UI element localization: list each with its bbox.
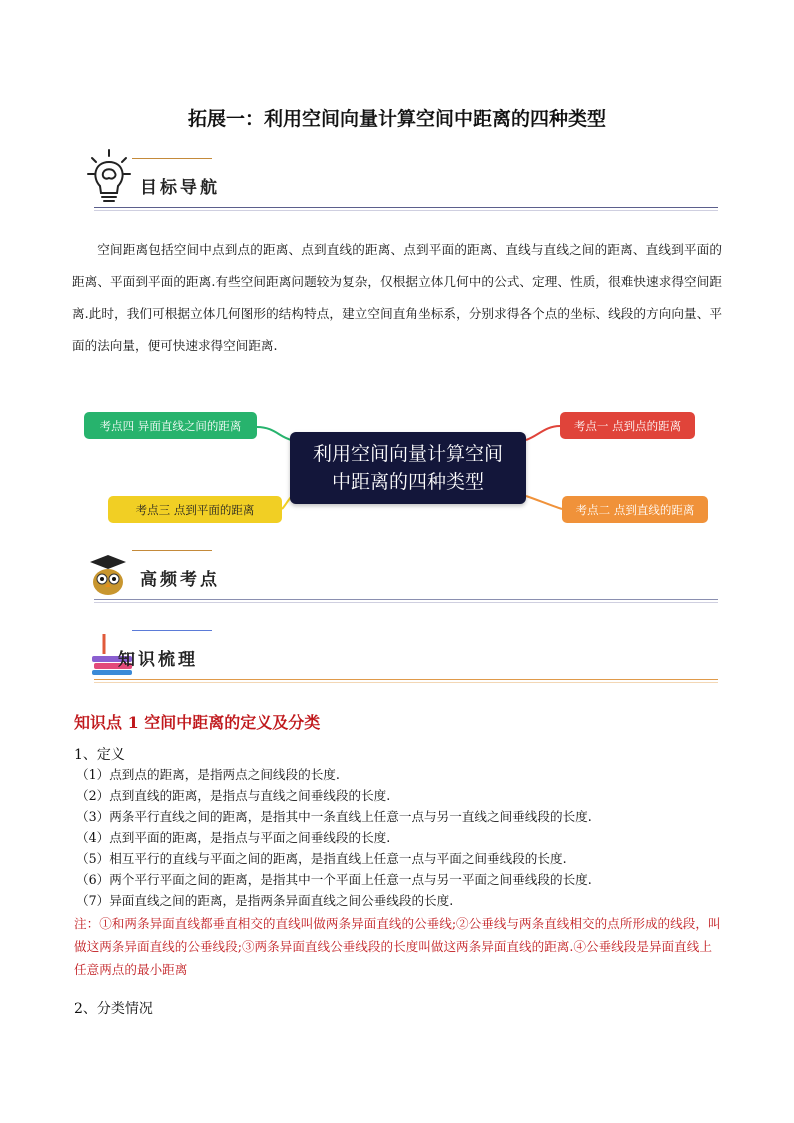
mindmap-center	[290, 432, 526, 504]
classification-heading: 2、分类情况	[74, 1001, 153, 1017]
intro-paragraph: 空间距离包括空间中点到点的距离、点到直线的距离、点到平面的距离、直线与直线之间的距离、直线到平面的距离、平面到平面的距离.有些空间距离问题较为复杂，仅根据立体几何中的公式、定理、性质，很难快速求得空间距离.此时，我们可根据立体几何图形的结构特点，建立空间直角坐标系，分别求得各个点的坐标、线段的方向向量、平面的法向量，便可快速求得空间距离.	[72, 242, 722, 353]
definition-item-3: （3）两条平行直线之间的距离，是指其中一条直线上任意一点与另一直线之间垂线段的长度.	[76, 809, 592, 824]
definition-item-1: （1）点到点的距离，是指两点之间线段的长度.	[76, 767, 340, 782]
mindmap-node-4: 考点四 异面直线之间的距离	[84, 412, 257, 439]
lightbulb-brain-icon	[86, 148, 132, 206]
mindmap-node-3: 考点三 点到平面的距离	[108, 496, 282, 523]
note-paragraph: 注：①和两条异面直线都垂直相交的直线叫做两条异面直线的公垂线;②公垂线与两条直线相交的点所形成的线段，叫做这两条异面直线的公垂线段;③两条异面直线公垂线段的长度叫做这两条异面直线的距离.④公垂线段是异面直线上任意两点的最小距离	[74, 916, 721, 977]
definition-heading: 1、定义	[74, 747, 125, 763]
mindmap-center-line1: 利用空间向量计算空间	[312, 443, 503, 465]
page-title: 拓展一：利用空间向量计算空间中距离的四种类型	[187, 108, 606, 130]
definition-item-5: （5）相互平行的直线与平面之间的距离，是指直线上任意一点与平面之间垂线段的长度.	[76, 851, 567, 866]
section-header-freq	[86, 538, 718, 600]
section-title: 目标导航	[140, 178, 220, 198]
mindmap-node-2: 考点二 点到直线的距离	[562, 496, 708, 523]
owl-scholar-icon	[86, 552, 130, 596]
definition-item-2: （2）点到直线的距离，是指点与直线之间垂线段的长度.	[76, 788, 391, 803]
section-title: 高频考点	[140, 570, 220, 590]
section-header-nav	[86, 146, 718, 208]
mindmap-node-1: 考点一 点到点的距离	[560, 412, 695, 439]
mindmap-center-line2: 中距离的四种类型	[331, 471, 484, 493]
definition-item-7: （7）异面直线之间的距离，是指两条异面直线之间公垂线段的长度.	[76, 893, 454, 908]
section-title: 知识梳理	[118, 650, 198, 670]
section-header-knowledge	[86, 618, 718, 680]
definition-item-4: （4）点到平面的距离，是指点与平面之间垂线段的长度.	[76, 830, 391, 845]
definition-item-6: （6）两个平行平面之间的距离，是指其中一个平面上任意一点与另一平面之间垂线段的长度.	[76, 872, 592, 887]
knowledge-point-title: 知识点 1 空间中距离的定义及分类	[74, 713, 321, 732]
